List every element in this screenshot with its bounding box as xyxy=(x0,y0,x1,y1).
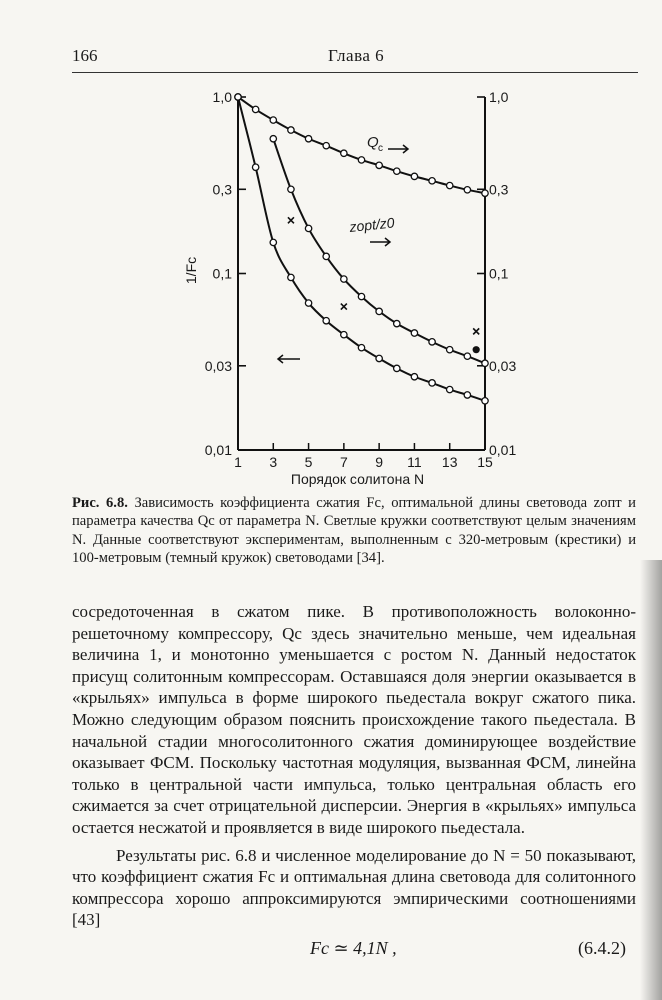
body-paragraph-2: Результаты рис. 6.8 и численное моделирование до N = 50 показывают, что коэффициент сжатия Fc и оптимальная длина световода для солитонного компрессора хорошо аппроксимируются эмпирическими соотношениями [43] xyxy=(72,845,636,930)
data-point xyxy=(305,136,311,142)
experiment-cross xyxy=(341,304,347,310)
right-tick-label: 1,0 xyxy=(489,89,509,105)
arrow-fc xyxy=(278,355,300,363)
data-point xyxy=(482,190,488,196)
experiment-dark-circle xyxy=(473,346,480,353)
data-point xyxy=(447,386,453,392)
data-point xyxy=(235,94,241,100)
data-point xyxy=(305,225,311,231)
left-tick-label: 1,0 xyxy=(212,89,232,105)
data-point xyxy=(394,365,400,371)
data-point xyxy=(323,318,329,324)
x-tick-label: 5 xyxy=(304,454,313,470)
body-text xyxy=(72,601,636,931)
right-tick-label: 0,03 xyxy=(489,357,517,374)
series-label-qc: Q xyxy=(367,134,379,151)
data-point xyxy=(482,398,488,404)
data-point xyxy=(270,136,276,142)
figure-caption xyxy=(72,494,636,567)
data-point xyxy=(411,173,417,179)
data-point xyxy=(447,347,453,353)
data-point xyxy=(252,106,258,112)
equation-formula: Fc ≃ 4,1N , xyxy=(310,938,397,958)
equation xyxy=(0,938,640,964)
data-point xyxy=(358,157,364,163)
x-tick-label: 7 xyxy=(339,454,348,470)
data-point xyxy=(376,355,382,361)
data-point xyxy=(323,253,329,259)
data-point xyxy=(288,186,294,192)
data-point xyxy=(411,374,417,380)
chapter-title: Глава 6 xyxy=(328,46,385,65)
arrow-zopt xyxy=(370,238,390,246)
data-point xyxy=(270,239,276,245)
page-number: 166 xyxy=(72,46,98,65)
data-point xyxy=(305,300,311,306)
data-point xyxy=(464,353,470,359)
data-point xyxy=(252,164,258,170)
x-tick-label: 11 xyxy=(407,454,422,470)
data-point xyxy=(376,308,382,314)
data-point xyxy=(341,276,347,282)
data-point xyxy=(429,178,435,184)
right-tick-label: 0,01 xyxy=(489,442,517,458)
data-point xyxy=(447,182,453,188)
data-point xyxy=(341,150,347,156)
series-label-qc-sub: c xyxy=(378,143,383,154)
left-tick-label: 0,01 xyxy=(204,442,232,458)
left-tick-label: 0,3 xyxy=(212,181,232,198)
data-point xyxy=(358,293,364,299)
data-point xyxy=(288,274,294,280)
arrow-qc xyxy=(388,145,408,153)
data-point xyxy=(288,127,294,133)
x-tick-label: 15 xyxy=(477,454,493,470)
data-point xyxy=(376,162,382,168)
data-point xyxy=(394,320,400,326)
left-tick-label: 0,03 xyxy=(204,357,232,374)
x-tick-label: 3 xyxy=(269,454,278,470)
data-point xyxy=(411,330,417,336)
data-point xyxy=(429,380,435,386)
caption-label: Рис. 6.8. xyxy=(72,495,128,511)
caption-text: Зависимость коэффициента сжатия Fc, оптимальной длины световода zопт и параметра качества Qc от параметра N. Светлые кружки соответствуют целым значениям N. Данные соответствуют экспериментам, выполненным с 320-метровым (крестики) и 100-метровым (темный кружок) световодами [34]. xyxy=(72,495,636,566)
right-tick-label: 0,3 xyxy=(489,181,509,198)
data-point xyxy=(341,332,347,338)
x-tick-label: 1 xyxy=(234,454,242,470)
data-point xyxy=(358,344,364,350)
data-point xyxy=(482,360,488,366)
x-axis-title: Порядок солитона N xyxy=(290,471,425,487)
page-edge-shadow xyxy=(640,560,662,1000)
series-line-1 xyxy=(273,139,485,364)
data-point xyxy=(394,168,400,174)
data-point xyxy=(464,392,470,398)
experiment-cross xyxy=(288,217,294,223)
body-paragraph-1: сосредоточенная в сжатом пике. В противоположность волоконно-решеточному компрессору, Qc здесь значительно меньше, чем идеальная величина 1, и монотонно уменьшается с ростом N. Данный недостаток присущ солитонным компрессорам. Оставшаяся доля энергии оказывается в «крыльях» импульса в форме широкого пьедестала вокруг сжатого пика. Можно следующим образом пояснить происхождение такого пьедестала. В начальной стадии многосолитонного сжатия доминирующее воздействие оказывает ФСМ. Поскольку частотная модуляция, вызванная ФСМ, линейна только в центральной части импульса, только центральная область его сжимается за счет отрицательной дисперсии. Энергия в «крыльях» импульса остается несжатой и проявляется в виде широкого пьедестала. xyxy=(72,602,636,837)
data-point xyxy=(270,117,276,123)
data-point xyxy=(429,339,435,345)
x-tick-label: 13 xyxy=(441,454,458,470)
equation-number: (6.4.2) xyxy=(578,938,626,958)
figure-chart xyxy=(0,0,662,490)
data-point xyxy=(323,142,329,148)
series-label-zopt: zopt/z0 xyxy=(348,214,396,235)
x-tick-label: 9 xyxy=(375,454,384,470)
left-tick-label: 0,1 xyxy=(212,265,232,282)
data-point xyxy=(464,187,470,193)
experiment-cross xyxy=(473,328,479,334)
y-axis-title: 1/Fc xyxy=(183,256,199,285)
right-tick-label: 0,1 xyxy=(489,265,509,282)
